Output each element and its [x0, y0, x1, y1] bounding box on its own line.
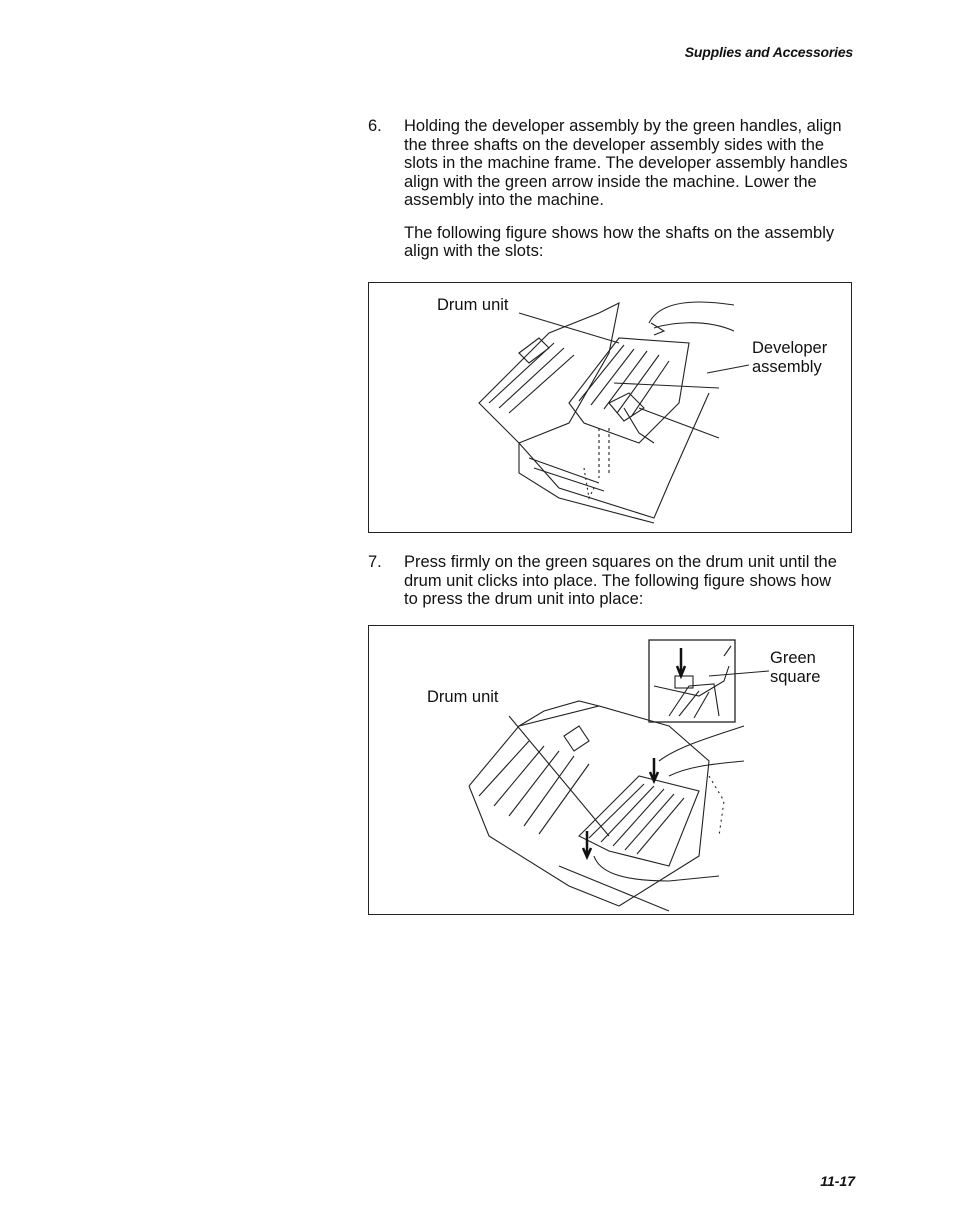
figure-drum-unit [368, 625, 854, 915]
step-paragraph: Press firmly on the green squares on the drum unit until the drum unit clicks into place. The following figure shows how to press the drum unit into place: [404, 553, 837, 608]
step-6 [368, 117, 848, 275]
page-number: 11-17 [820, 1173, 855, 1189]
figure-developer-assembly [368, 282, 852, 533]
step-7 [368, 553, 848, 623]
step-number: 6. [368, 117, 382, 135]
developer-assembly-label-line1: Developer [752, 339, 828, 357]
developer-assembly-illustration [369, 283, 853, 534]
running-header: Supplies and Accessories [684, 44, 853, 60]
developer-assembly-label-line2: assembly [752, 358, 822, 376]
drum-unit-label: Drum unit [427, 688, 499, 706]
step-paragraph: The following figure shows how the shafts on the assembly align with the slots: [404, 223, 835, 260]
step-number: 7. [368, 553, 382, 571]
green-square-label-line1: Green [770, 649, 816, 667]
step-paragraph: Holding the developer assembly by the green handles, align the three shafts on the developer assembly sides with the slots in the machine frame. The developer assembly handles align with the green arrow inside the machine. Lower the assembly into the machine. [404, 117, 848, 209]
drum-unit-label: Drum unit [437, 296, 509, 314]
green-square-label-line2: square [770, 668, 821, 686]
